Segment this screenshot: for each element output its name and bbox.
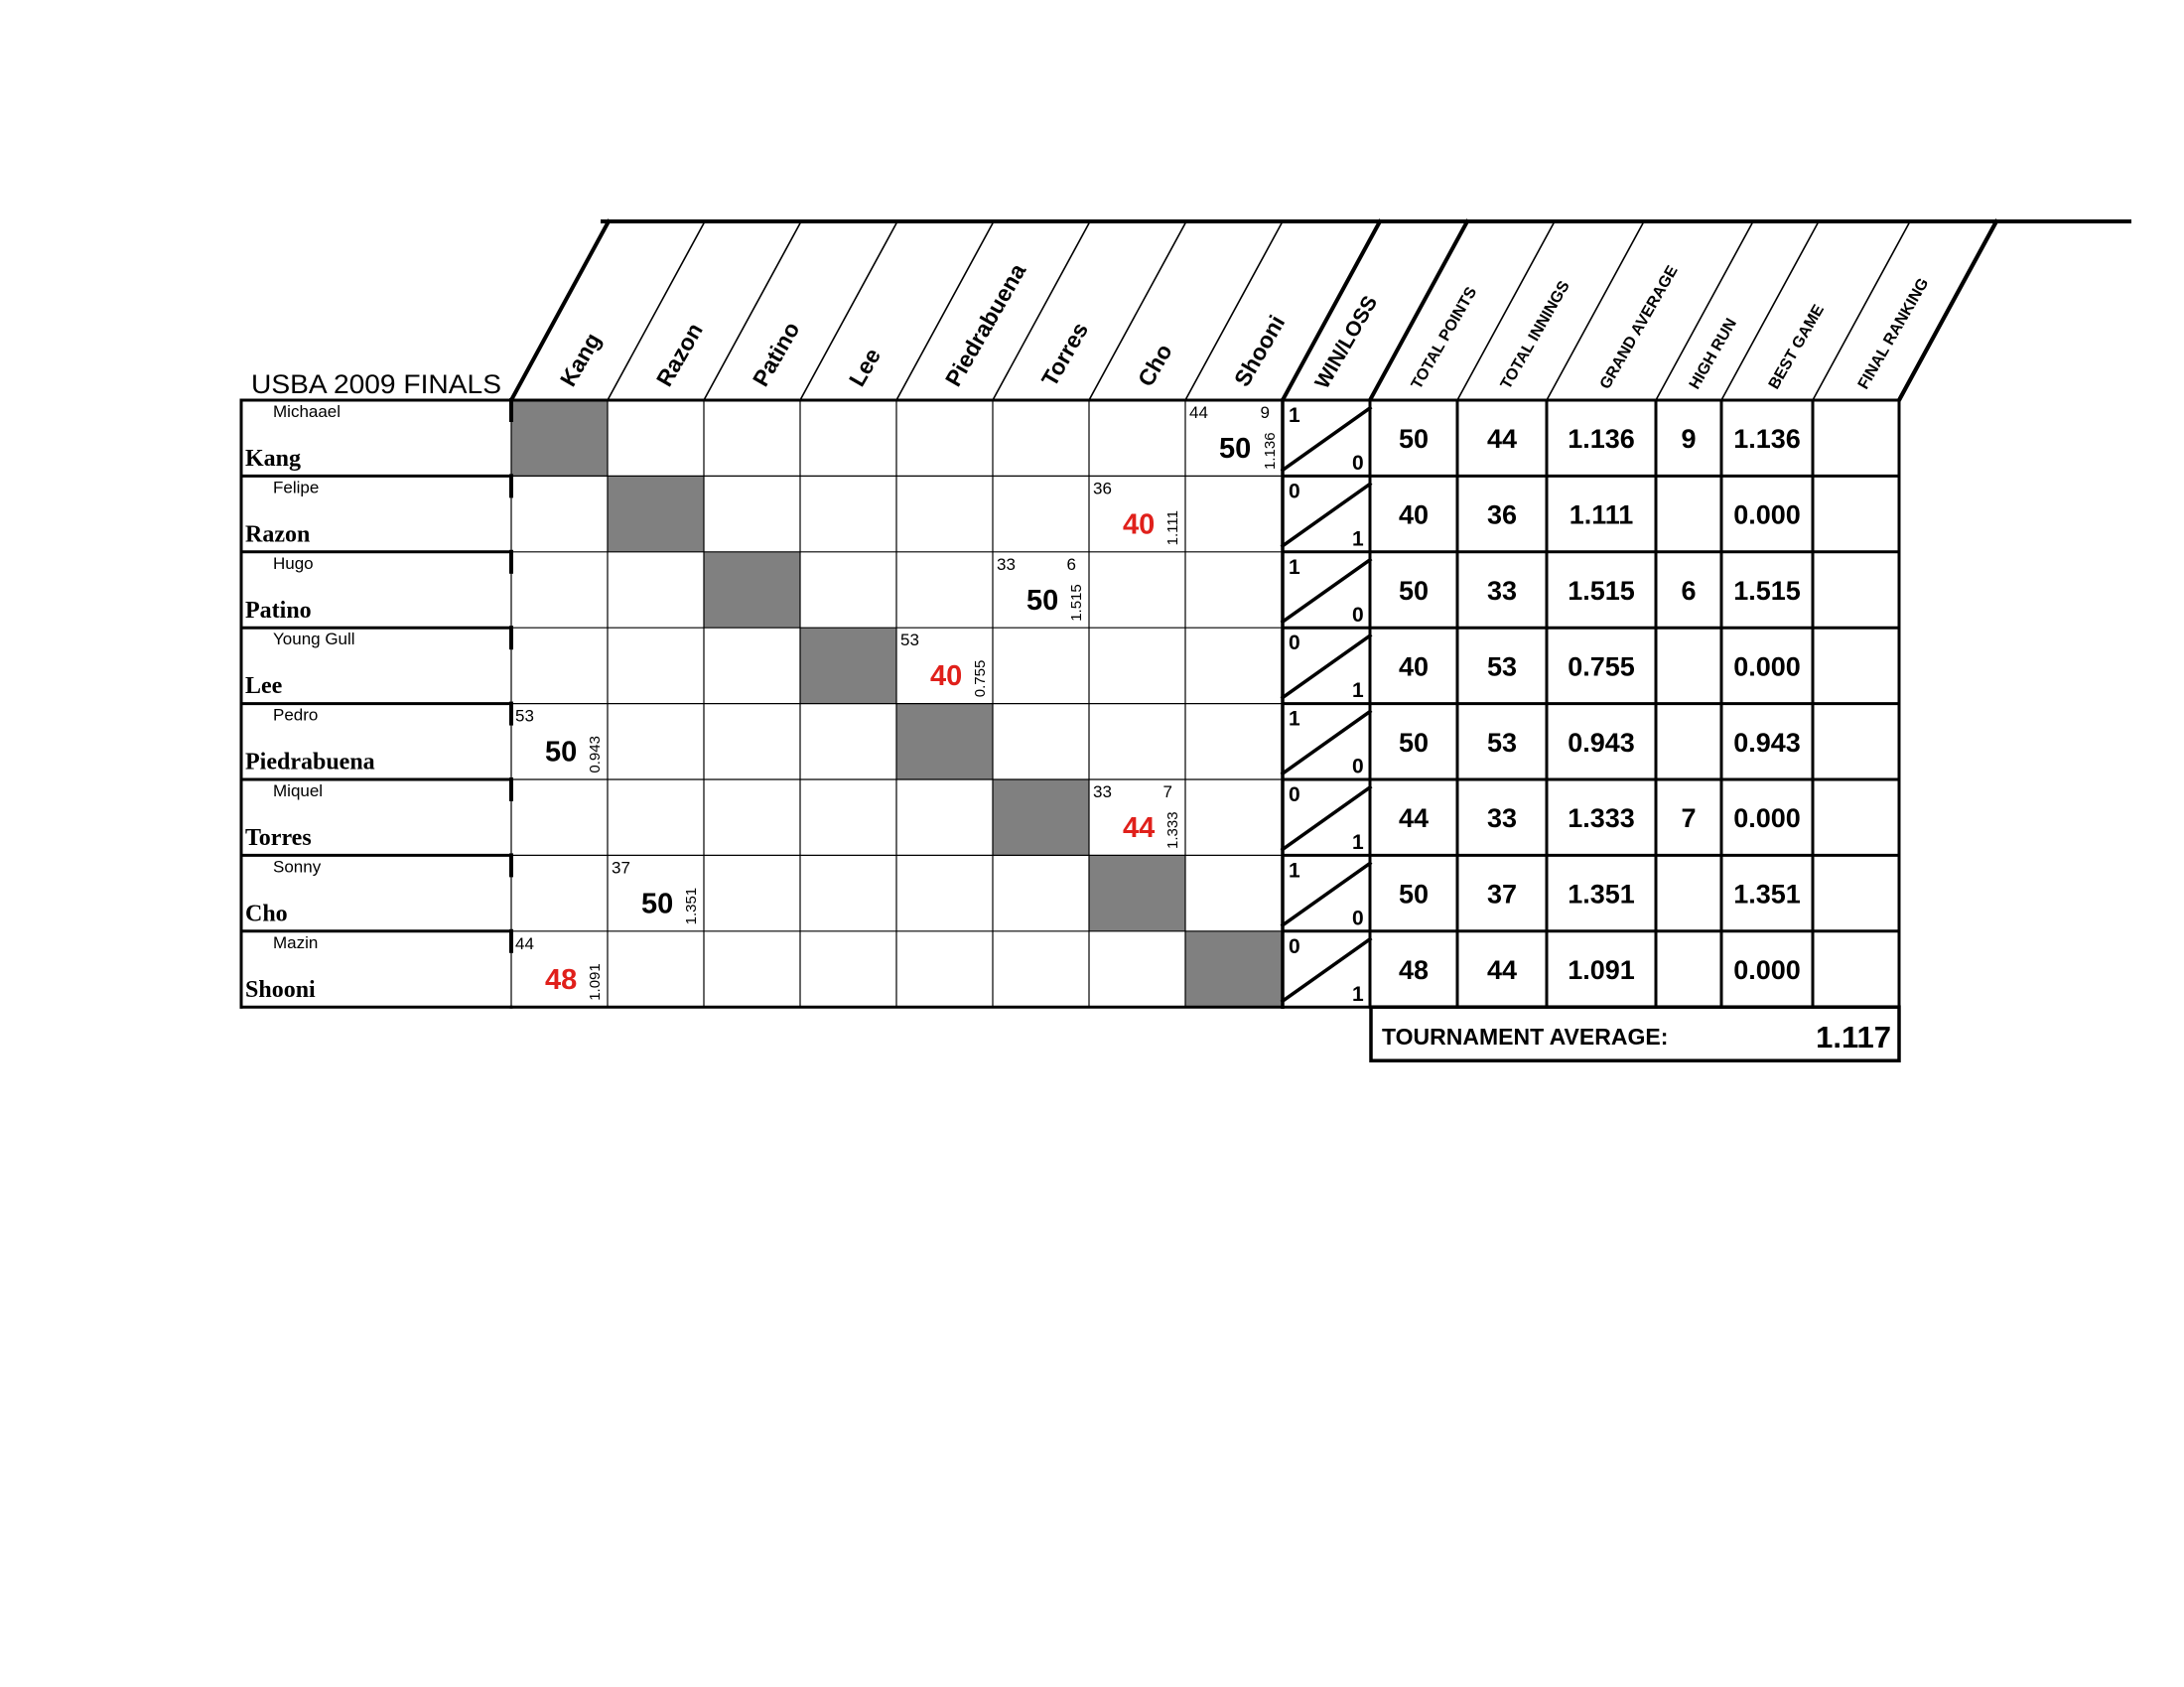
game-average: 1.136	[1262, 432, 1279, 470]
player-first-name: Miquel	[273, 781, 324, 800]
wins-value: 0	[1289, 480, 1300, 503]
stat-total-innings: 33	[1486, 803, 1518, 834]
tournament-average-value: 1.117	[1816, 1020, 1891, 1055]
stat-header: TOTAL INNINGS	[1497, 278, 1573, 392]
stat-best-game: 1.136	[1733, 424, 1801, 455]
stat-total-innings: 44	[1486, 955, 1518, 985]
opponent-header: Razon	[650, 318, 708, 391]
stat-total-points: 50	[1398, 576, 1430, 606]
stat-total-innings: 53	[1486, 727, 1518, 758]
opponent-header: Shooni	[1228, 311, 1291, 391]
game-score-loss: 40	[1123, 508, 1156, 541]
losses-value: 1	[1352, 679, 1364, 703]
self-match-cell	[704, 552, 800, 628]
stat-total-points: 40	[1398, 499, 1430, 530]
player-first-name: Mazin	[273, 932, 319, 952]
losses-value: 1	[1352, 831, 1364, 854]
wins-value: 0	[1289, 632, 1300, 655]
game-innings: 33	[997, 554, 1016, 574]
stat-total-innings: 53	[1486, 651, 1518, 682]
stat-header: TOTAL POINTS	[1408, 284, 1481, 392]
opponent-header: Torres	[1035, 317, 1094, 391]
self-match-cell	[896, 704, 993, 779]
stat-high-run: 7	[1681, 803, 1697, 834]
player-first-name: Michaael	[273, 402, 341, 421]
stat-best-game: 1.351	[1733, 879, 1801, 910]
self-match-cell	[1185, 931, 1283, 1007]
losses-value: 0	[1352, 452, 1364, 475]
game-innings: 53	[515, 706, 534, 726]
header-slant-line	[1721, 221, 1819, 400]
tournament-average-label: TOURNAMENT AVERAGE:	[1382, 1024, 1669, 1051]
game-innings: 53	[900, 631, 919, 650]
stat-total-points: 40	[1398, 651, 1430, 682]
stat-grand-average: 1.351	[1568, 879, 1635, 910]
player-first-name: Felipe	[273, 478, 320, 497]
game-score-loss: 44	[1123, 812, 1156, 844]
wins-value: 1	[1289, 707, 1300, 731]
opponent-header: Kang	[554, 328, 607, 391]
self-match-cell	[1089, 855, 1185, 930]
player-first-name: Pedro	[273, 705, 319, 725]
stat-best-game: 0.000	[1733, 499, 1801, 530]
losses-value: 1	[1352, 527, 1364, 551]
stat-header: HIGH RUN	[1686, 315, 1741, 392]
stat-total-innings: 44	[1486, 424, 1518, 455]
stat-best-game: 0.000	[1733, 803, 1801, 834]
game-innings: 44	[515, 933, 534, 953]
stat-grand-average: 0.943	[1568, 727, 1635, 758]
player-last-name: Razon	[245, 521, 311, 548]
opponent-header: Piedrabuena	[939, 258, 1031, 391]
game-average: 1.333	[1164, 811, 1181, 849]
wins-value: 1	[1289, 404, 1300, 427]
stat-high-run: 9	[1681, 424, 1697, 455]
player-last-name: Torres	[245, 825, 312, 851]
stat-total-points: 50	[1398, 727, 1430, 758]
stat-grand-average: 1.136	[1568, 424, 1635, 455]
self-match-cell	[511, 400, 608, 476]
game-innings: 37	[612, 858, 630, 878]
game-high-run: 7	[1162, 782, 1172, 801]
game-average: 1.351	[683, 887, 700, 925]
losses-value: 0	[1352, 755, 1364, 778]
game-score-loss: 48	[545, 963, 578, 996]
game-score-win: 50	[545, 736, 578, 769]
game-high-run: 6	[1066, 554, 1076, 574]
stat-total-points: 48	[1398, 955, 1430, 985]
stat-total-innings: 36	[1486, 499, 1518, 530]
opponent-header: Patino	[747, 317, 805, 391]
player-first-name: Hugo	[273, 553, 314, 573]
wins-value: 0	[1289, 934, 1300, 958]
losses-value: 0	[1352, 603, 1364, 627]
losses-value: 0	[1352, 907, 1364, 930]
stat-grand-average: 1.515	[1568, 576, 1635, 606]
player-last-name: Cho	[245, 901, 288, 927]
wins-value: 1	[1289, 555, 1300, 579]
game-average: 0.943	[587, 736, 604, 773]
stat-total-points: 50	[1398, 424, 1430, 455]
player-first-name: Young Gull	[273, 630, 355, 649]
stat-best-game: 1.515	[1733, 576, 1801, 606]
stat-grand-average: 1.333	[1568, 803, 1635, 834]
game-average: 1.091	[587, 963, 604, 1001]
player-first-name: Sonny	[273, 857, 322, 877]
game-innings: 33	[1093, 782, 1112, 801]
self-match-cell	[608, 476, 704, 551]
player-last-name: Kang	[245, 446, 302, 472]
stat-header: GRAND AVERAGE	[1596, 262, 1682, 392]
game-innings: 44	[1189, 403, 1208, 422]
player-last-name: Shooni	[245, 976, 316, 1003]
game-average: 1.515	[1068, 584, 1085, 622]
stat-best-game: 0.943	[1733, 727, 1801, 758]
sheet-title: USBA 2009 FINALS	[251, 369, 501, 399]
stat-best-game: 0.000	[1733, 651, 1801, 682]
player-last-name: Lee	[245, 673, 283, 700]
player-last-name: Piedrabuena	[245, 749, 375, 775]
game-average: 0.755	[972, 659, 989, 698]
game-score-win: 50	[1026, 584, 1059, 617]
game-average: 1.111	[1164, 510, 1181, 546]
game-innings: 36	[1093, 479, 1112, 498]
self-match-cell	[800, 628, 896, 703]
stat-total-points: 44	[1398, 803, 1430, 834]
stat-high-run: 6	[1681, 576, 1697, 606]
stat-grand-average: 0.755	[1568, 651, 1635, 682]
losses-value: 1	[1352, 982, 1364, 1006]
opponent-header: Lee	[843, 344, 887, 391]
game-high-run: 9	[1260, 403, 1270, 422]
stat-total-innings: 37	[1486, 879, 1518, 910]
stat-total-innings: 33	[1486, 576, 1518, 606]
game-score-win: 50	[1219, 433, 1252, 465]
stat-header: BEST GAME	[1765, 302, 1829, 392]
stat-header: FINAL RANKING	[1854, 275, 1933, 392]
game-score-loss: 40	[930, 660, 963, 693]
wins-value: 0	[1289, 783, 1300, 806]
stat-total-points: 50	[1398, 879, 1430, 910]
stat-grand-average: 1.091	[1568, 955, 1635, 985]
game-score-win: 50	[641, 888, 674, 920]
stat-grand-average: 1.111	[1569, 499, 1634, 530]
header-slant-line	[1547, 221, 1644, 400]
opponent-header: Cho	[1132, 339, 1177, 391]
wins-value: 1	[1289, 859, 1300, 883]
player-last-name: Patino	[245, 597, 312, 624]
stat-best-game: 0.000	[1733, 955, 1801, 985]
stat-header: WIN/LOSS	[1310, 292, 1383, 393]
self-match-cell	[993, 779, 1089, 855]
